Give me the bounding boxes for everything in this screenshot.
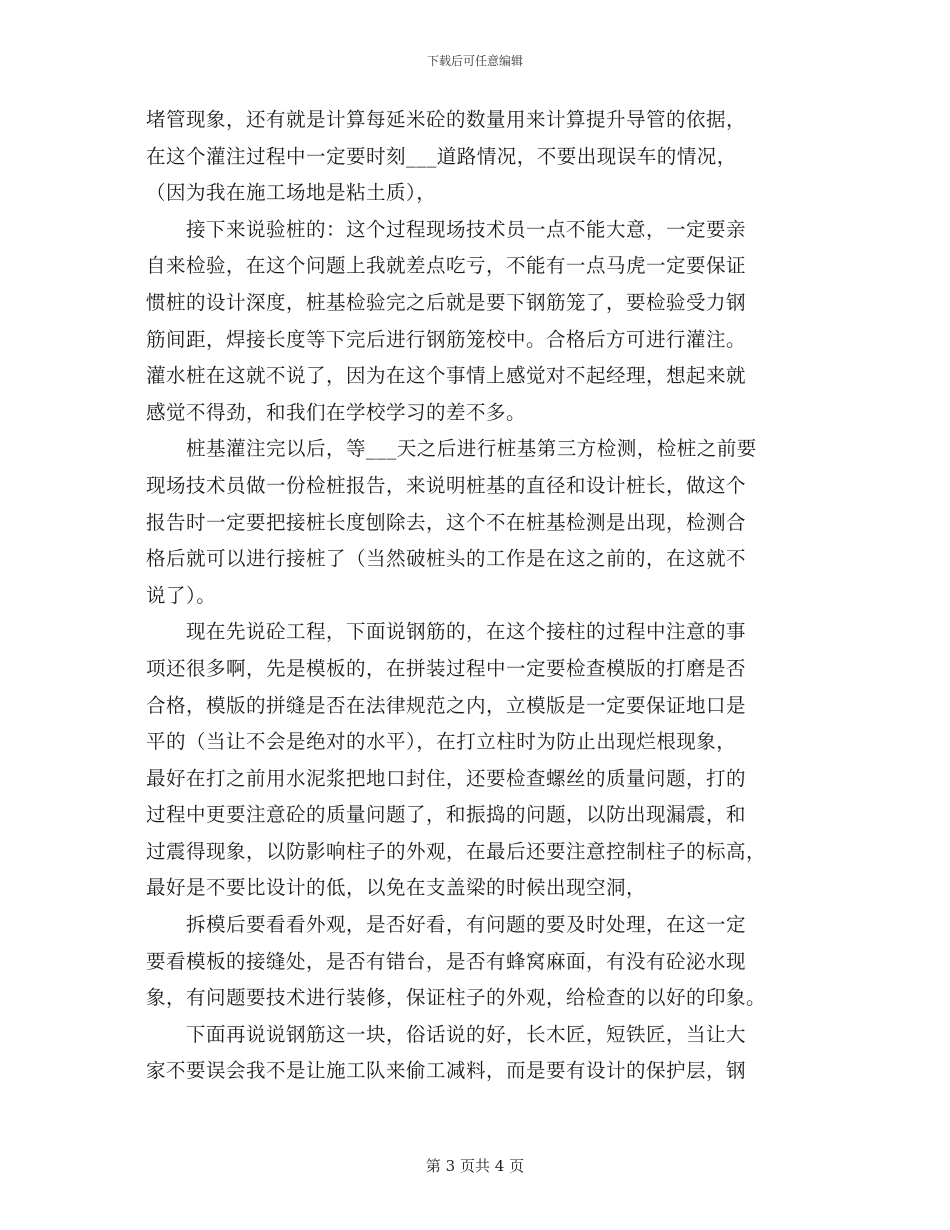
text-line: 要看模板的接缝处，是否有错台，是否有蜂窝麻面，有没有砼泌水现 <box>146 949 747 973</box>
text-line: 惯桩的设计深度，桩基检验完之后就是要下钢筋笼了，要检验受力钢 <box>146 290 747 314</box>
text-line: 最好是不要比设计的低，以免在支盖梁的时候出现空洞， <box>146 876 647 900</box>
text-line: 说了）。 <box>146 583 217 607</box>
text-line: 平的（当让不会是绝对的水平），在打立柱时为防止出现烂根现象， <box>146 730 737 754</box>
text-line: 桩基灌注完以后，等___天之后进行桩基第三方检测，检桩之前要 <box>186 437 757 461</box>
text-line: 拆模后要看看外观，是否好看，有问题的要及时处理，在这一定 <box>186 913 747 937</box>
text-line: 自来检验，在这个问题上我就差点吃亏，不能有一点马虎一定要保证 <box>146 254 747 278</box>
text-line: （因为我在施工场地是粘土质）， <box>146 181 437 205</box>
text-line: 项还很多啊，先是模板的，在拼装过程中一定要检查模版的打磨是否 <box>146 656 747 680</box>
text-line: 报告时一定要把接桩长度刨除去，这个不在桩基检测是出现，检测合 <box>146 510 747 534</box>
text-line: 格后就可以进行接桩了（当然破桩头的工作是在这之前的，在这就不 <box>146 547 747 571</box>
document-body <box>146 102 806 1090</box>
page-header: 下载后可任意编辑 <box>426 54 523 68</box>
text-line: 最好在打之前用水泥浆把地口封住，还要检查螺丝的质量问题，打的 <box>146 766 747 790</box>
text-line: 现场技术员做一份检桩报告，来说明桩基的直径和设计桩长，做这个 <box>146 473 747 497</box>
text-line: 合格，模版的拼缝是否在法律规范之内，立模版是一定要保证地口是 <box>146 693 747 717</box>
text-line: 感觉不得劲，和我们在学校学习的差不多。 <box>146 400 527 424</box>
text-line: 灌水桩在这就不说了，因为在这个事情上感觉对不起经理，想起来就 <box>146 364 747 388</box>
text-line: 现在先说砼工程，下面说钢筋的，在这个接柱的过程中注意的事 <box>186 620 747 644</box>
text-line: 接下来说验桩的：这个过程现场技术员一点不能大意，一定要亲 <box>186 217 747 241</box>
page-footer: 第 3 页共 4 页 <box>425 1157 525 1175</box>
text-line: 下面再说说钢筋这一块，俗话说的好，长木匠，短铁匠，当让大 <box>186 1022 747 1046</box>
text-line: 筋间距，焊接长度等下完后进行钢筋笼校中。合格后方可进行灌注。 <box>146 327 747 351</box>
text-line: 过程中更要注意砼的质量问题了，和振捣的问题，以防出现漏震，和 <box>146 803 747 827</box>
text-line: 象，有问题要技术进行装修，保证柱子的外观，给检查的以好的印象。 <box>146 986 767 1010</box>
text-line: 在这个灌注过程中一定要时刻___道路情况，不要出现误车的情况， <box>146 144 737 168</box>
text-line: 家不要误会我不是让施工队来偷工减料，而是要有设计的保护层，钢 <box>146 1059 747 1083</box>
text-line: 堵管现象，还有就是计算每延米砼的数量用来计算提升导管的依据， <box>146 108 747 131</box>
text-line: 过震得现象，以防影响柱子的外观，在最后还要注意控制柱子的标高， <box>146 839 767 863</box>
